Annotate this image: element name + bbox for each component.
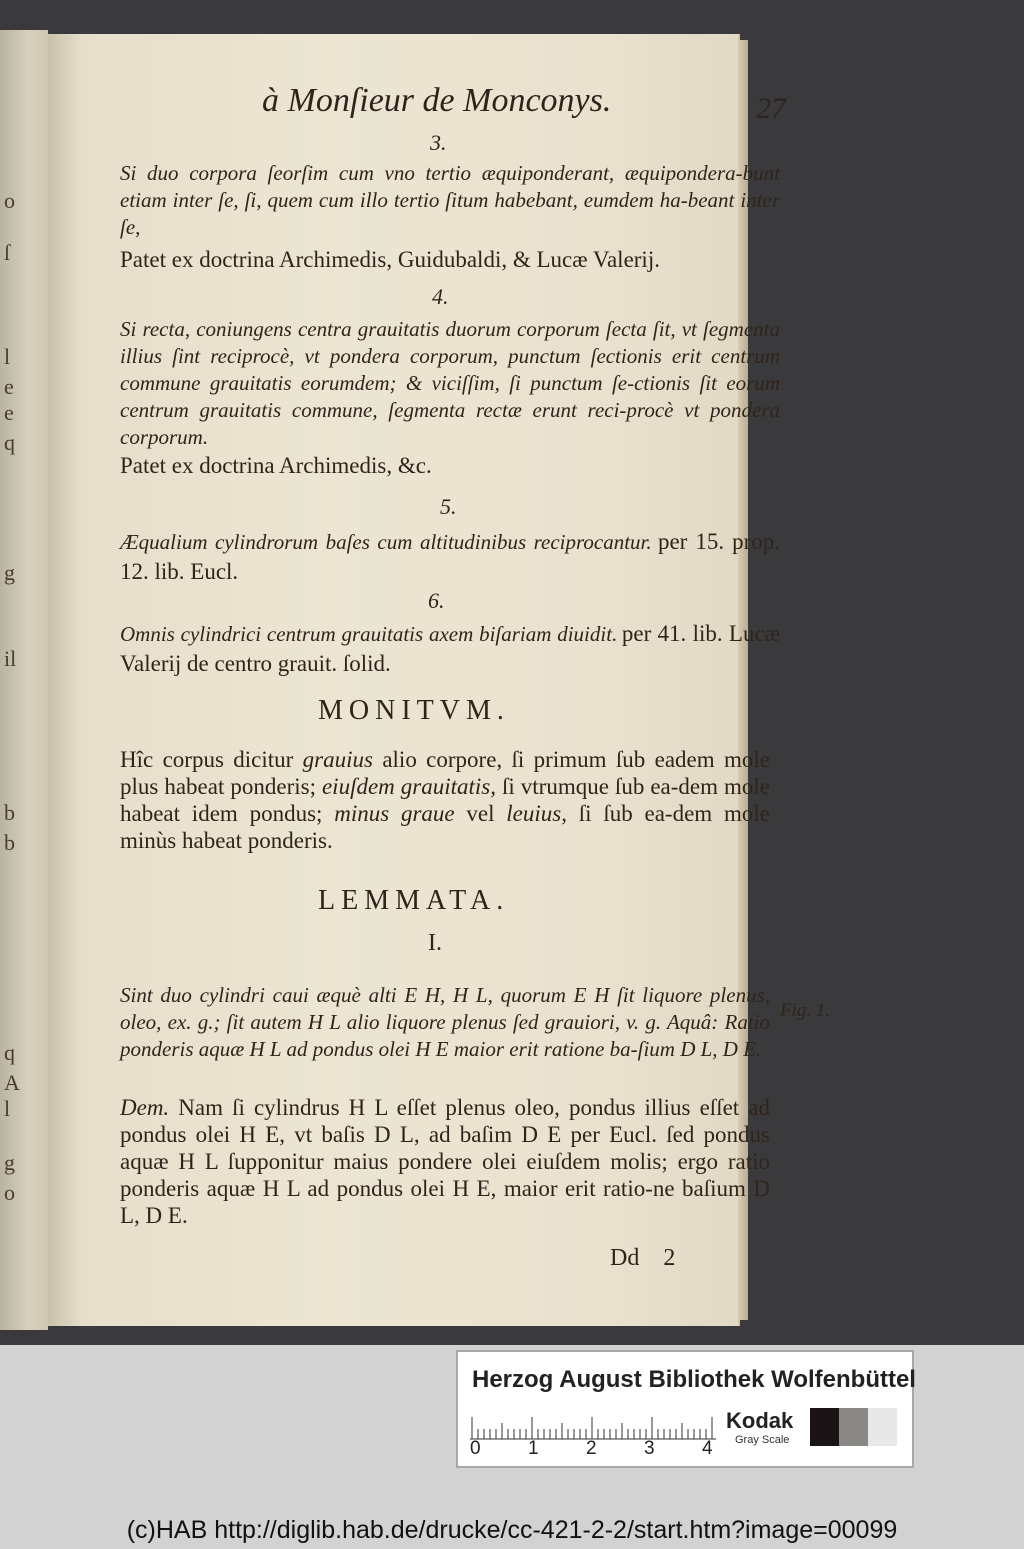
monitum-heading: MONITVM. — [318, 695, 510, 726]
signature-mark: Dd — [610, 1245, 640, 1271]
gray-swatch — [868, 1408, 897, 1446]
gray-scale-swatches — [810, 1408, 897, 1446]
monitum-fragment: alio corpore, ſi primum ſub eadem mole plus habeat ponderis; — [120, 747, 770, 799]
monitum-fragment: ſi vtrumque ſub ea-dem mole habeat idem pondus; — [120, 774, 770, 826]
section-number: 5. — [440, 494, 457, 519]
proposition-block — [120, 528, 780, 588]
monitum-text — [120, 746, 770, 854]
monitum-italic-term: leuius, — [506, 801, 567, 826]
proposition-block — [120, 620, 780, 680]
library-name: Herzog August Bibliothek Wolfenbüttel — [472, 1366, 916, 1393]
ruler-scale — [470, 1410, 720, 1440]
gray-scale-label: Gray Scale — [735, 1434, 790, 1446]
ruler-number: 2 — [586, 1438, 597, 1459]
section-number: 6. — [428, 588, 445, 613]
left-page-fragment: g — [4, 1150, 15, 1175]
left-page-fragment: ſ — [4, 240, 11, 265]
proof-text: Patet ex doctrina Archimedis, &c. — [120, 453, 432, 478]
left-page-fragment: l — [4, 1096, 11, 1121]
ruler-number: 3 — [644, 1438, 655, 1459]
left-page-fragment: il — [4, 646, 17, 671]
gray-swatch — [839, 1408, 868, 1446]
monitum-italic-term: grauius — [302, 747, 373, 772]
left-page-fragment: e — [4, 400, 14, 425]
proof-text: per 15. prop. 12. lib. Eucl. — [120, 529, 781, 584]
proposition-text: Æqualium cylindrorum baſes cum altitudinibus reciprocantur. — [120, 530, 652, 554]
left-page-fragment: e — [4, 374, 14, 399]
ruler-numbers — [466, 1438, 736, 1462]
left-page-fragment: q — [4, 1040, 15, 1065]
section-number: 3. — [430, 130, 447, 155]
lemmata-heading: LEMMATA. — [318, 885, 510, 916]
ruler-number: 0 — [470, 1438, 481, 1459]
gray-swatch — [810, 1408, 839, 1446]
proof-text: Patet ex doctrina Archimedis, Guidubaldi, & Lucæ Valerij. — [120, 247, 660, 272]
proposition-text: Omnis cylindrici centrum grauitatis axem biſariam diuidit. — [120, 622, 618, 646]
left-page-fragment: b — [4, 830, 15, 855]
proposition-text: Si recta, coniungens centra grauitatis duorum corporum ſecta ſit, vt ſegmenta illius ſint reciprocè, vt pondera corporum, punctum ſectionis erit centrum commune grauitatis eorumdem; & viciſſim, ſi punctum ſe-ctionis ſit eorum centrum grauitatis commune, ſegmenta rectæ erunt reci-procè vt pondera corporum. — [120, 317, 780, 449]
dem-label: Dem. — [120, 1095, 170, 1120]
running-head: à Monſieur de Monconys. — [262, 82, 612, 119]
left-page-fragment: b — [4, 800, 15, 825]
left-page-fragment: q — [4, 430, 15, 455]
left-page-fragment: o — [4, 188, 15, 213]
copyright-url: (c)HAB http://diglib.hab.de/drucke/cc-421-2-2/start.htm?image=00099 — [126, 1516, 898, 1544]
ruler-number: 4 — [702, 1438, 713, 1459]
left-page-fragment: o — [4, 1180, 15, 1205]
lemma-demonstration — [120, 1094, 770, 1229]
catchword — [610, 1245, 693, 1272]
ruler-number: 1 — [528, 1438, 539, 1459]
page-number: 27 — [756, 92, 786, 125]
monitum-fragment: vel — [454, 801, 507, 826]
proof-text: per 41. lib. Lucæ Valerij de centro grauit. ſolid. — [120, 621, 781, 676]
monitum-italic-term: eiuſdem grauitatis, — [321, 774, 496, 799]
left-page-fragment: g — [4, 560, 15, 585]
figure-side-note: Fig. 1. — [780, 1000, 831, 1021]
library-label-card — [456, 1350, 914, 1468]
kodak-logo: Kodak — [726, 1408, 794, 1433]
lemma-number: I. — [428, 930, 442, 956]
monitum-italic-term: minus graue — [334, 801, 455, 826]
lemma-proposition: Sint duo cylindri caui æquè alti E H, H L, quorum E H ſit liquore plenus, oleo, ex. g.; ſit autem H L alio liquore plenus ſed grauiori, v. g. Aquâ: Ratio ponderis aquæ H L ad pondus olei H E maior erit ratione ba-ſium D L, D E. — [120, 983, 770, 1061]
left-page-edge — [0, 30, 48, 1330]
left-page-fragment: A — [4, 1070, 20, 1095]
section-number: 4. — [432, 284, 449, 309]
left-page-fragment: l — [4, 344, 11, 369]
demonstration-text: Nam ſi cylindrus H L eſſet plenus oleo, pondus illius eſſet ad pondus olei H E, vt baſis D L, ad baſim D E per Eucl. ſed pondus aquæ H L ſupponitur maius pondere olei eiuſdem molis; ergo ratio ponderis aquæ H L ad pondus olei H E, maior erit ratio-ne baſium D L, D E. — [120, 1095, 770, 1228]
monitum-fragment: Hîc corpus dicitur — [120, 747, 303, 772]
monitum-fragment: ſi ſub ea-dem mole minùs habeat ponderis. — [120, 801, 770, 853]
proposition-text: Si duo corpora ſeorſim cum vno tertio æquiponderant, æquipondera-bunt etiam inter ſe, ſi, quem cum illo tertio ſitum habebant, eumdem ha-beant inter ſe, — [120, 161, 780, 239]
signature-number: 2 — [663, 1245, 676, 1271]
